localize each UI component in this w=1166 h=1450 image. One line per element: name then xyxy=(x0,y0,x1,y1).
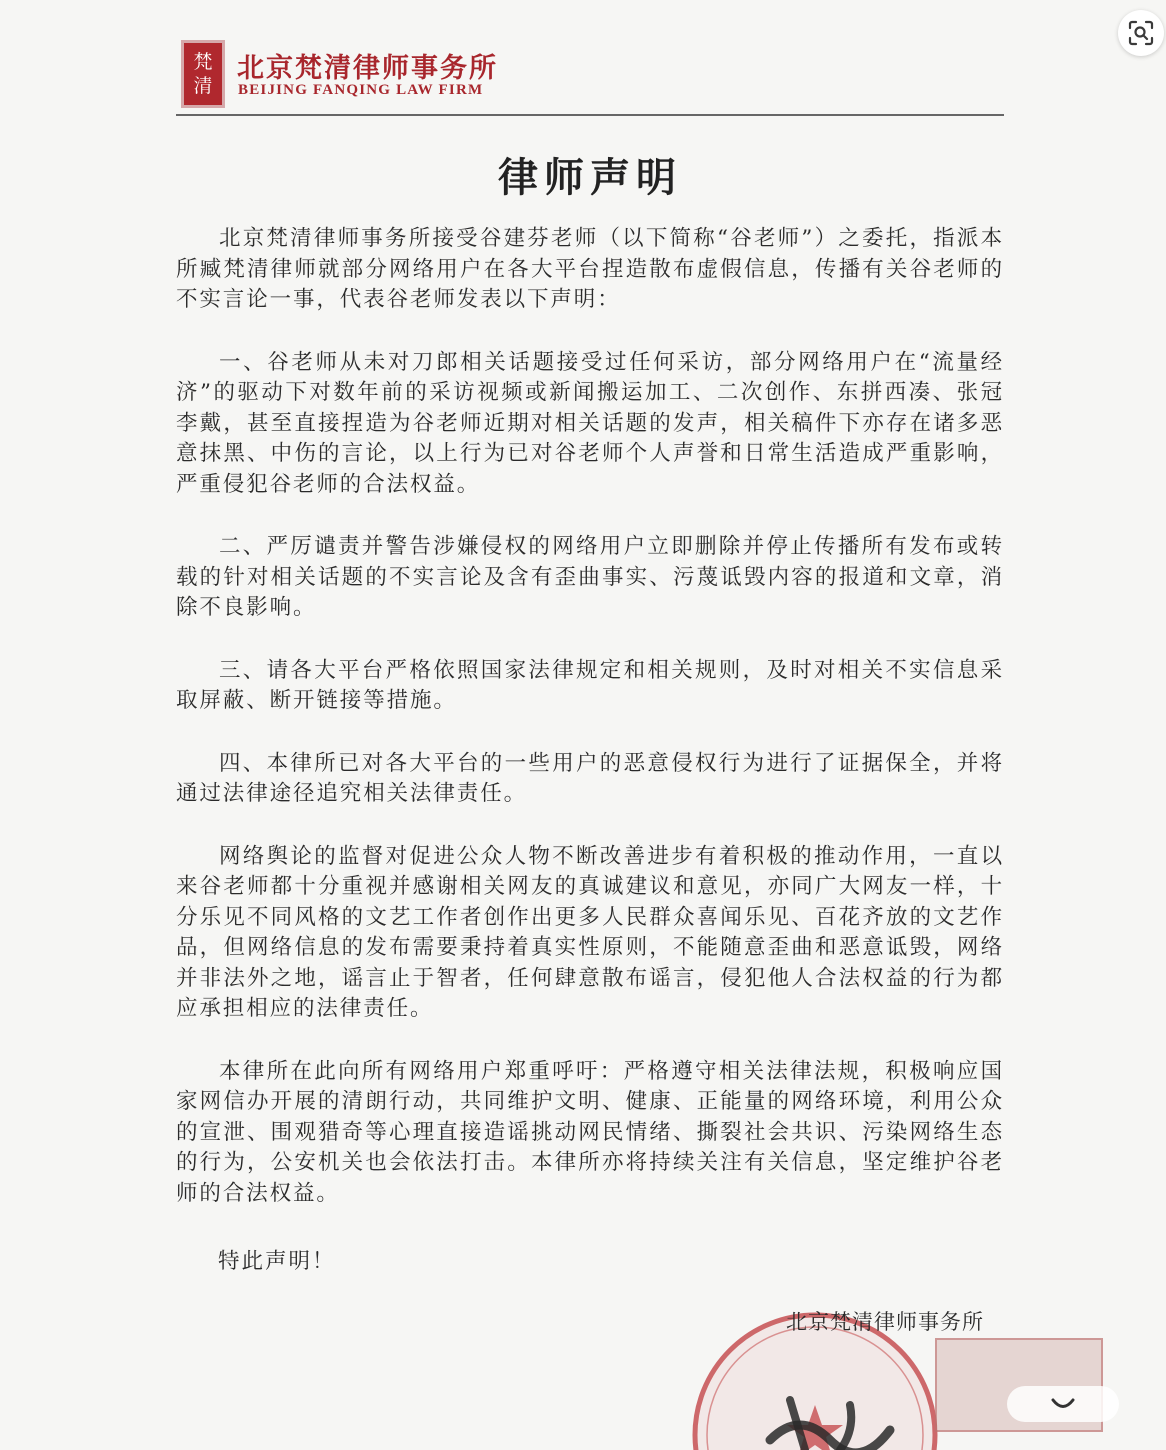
paragraph-intro: 北京梵清律师事务所接受谷建芬老师（以下简称“谷老师”）之委托，指派本所臧梵清律师就部分网络用户在各大平台捏造散布虚假信息，传播有关谷老师的不实言论一事，代表谷老师发表以下声明： xyxy=(176,226,1004,312)
paragraph-point-1: 一、谷老师从未对刀郎相关话题接受过任何采访，部分网络用户在“流量经济”的驱动下对数年前的采访视频或新闻搬运加工、二次创作、东拼西凑、张冠李戴，甚至直接捏造为谷老师近期对相关话题的发声，相关稿件下亦存在诸多恶意抹黑、中伤的言论，以上行为已对谷老师个人声誉和日常生活造成严重影响，严重侵犯谷老师的合法权益。 xyxy=(176,349,1004,497)
scan-lens-icon xyxy=(1126,18,1156,48)
paragraph-supervision: 网络舆论的监督对促进公众人物不断改善进步有着积极的推动作用，一直以来谷老师都十分重视并感谢相关网友的真诚建议和意见，亦同广大网友一样，十分乐见不同风格的文艺工作者创作出更多人民群众喜闻乐见、百花齐放的文艺作品，但网络信息的发布需要秉持着真实性原则，不能随意歪曲和恶意诋毁，网络并非法外之地，谣言止于智者，任何肆意散布谣言，侵犯他人合法权益的行为都应承担相应的法律责任。 xyxy=(176,843,1004,1021)
paragraph-point-3: 三、请各大平台严格依照国家法律规定和相关规则，及时对相关不实信息采取屏蔽、断开链接等措施。 xyxy=(176,657,1004,713)
smile-icon xyxy=(1050,1397,1076,1411)
scan-lens-button[interactable] xyxy=(1118,10,1164,56)
statement-body xyxy=(176,224,1004,1209)
paragraph-point-4: 四、本律所已对各大平台的一些用户的恶意侵权行为进行了证据保全，并将通过法律途径追究相关法律责任。 xyxy=(176,750,1004,806)
paragraph-point-2: 二、严厉谴责并警告涉嫌侵权的网络用户立即删除并停止传播所有发布或转载的针对相关话题的不实言论及含有歪曲事实、污蔑诋毁内容的报道和文章，消除不良影响。 xyxy=(176,534,1004,620)
letterhead-divider xyxy=(176,114,1004,116)
closing-statement: 特此声明！ xyxy=(218,1249,336,1274)
logo-char-2: 清 xyxy=(193,75,213,97)
signature-firm-name: 北京梵清律师事务所 xyxy=(786,1310,984,1334)
document-title: 律师声明 xyxy=(498,155,682,201)
logo-char-1: 梵 xyxy=(193,51,213,73)
paragraph-appeal: 本律所在此向所有网络用户郑重呼吁：严格遵守相关法律法规，积极响应国家网信办开展的清朗行动，共同维护文明、健康、正能量的网络环境，利用公众的宣泄、围观猎奇等心理直接造谣挑动网民情绪、撕裂社会共识、污染网络生态的行为，公安机关也会依法打击。本律所亦将持续关注有关信息，坚定维护谷老师的合法权益。 xyxy=(176,1058,1004,1206)
firm-name-cn: 北京梵清律师事务所 xyxy=(237,53,498,84)
watermark-badge xyxy=(1007,1386,1119,1422)
firm-logo xyxy=(181,40,225,108)
firm-name-en: BEIJING FANQING LAW FIRM xyxy=(238,82,484,98)
